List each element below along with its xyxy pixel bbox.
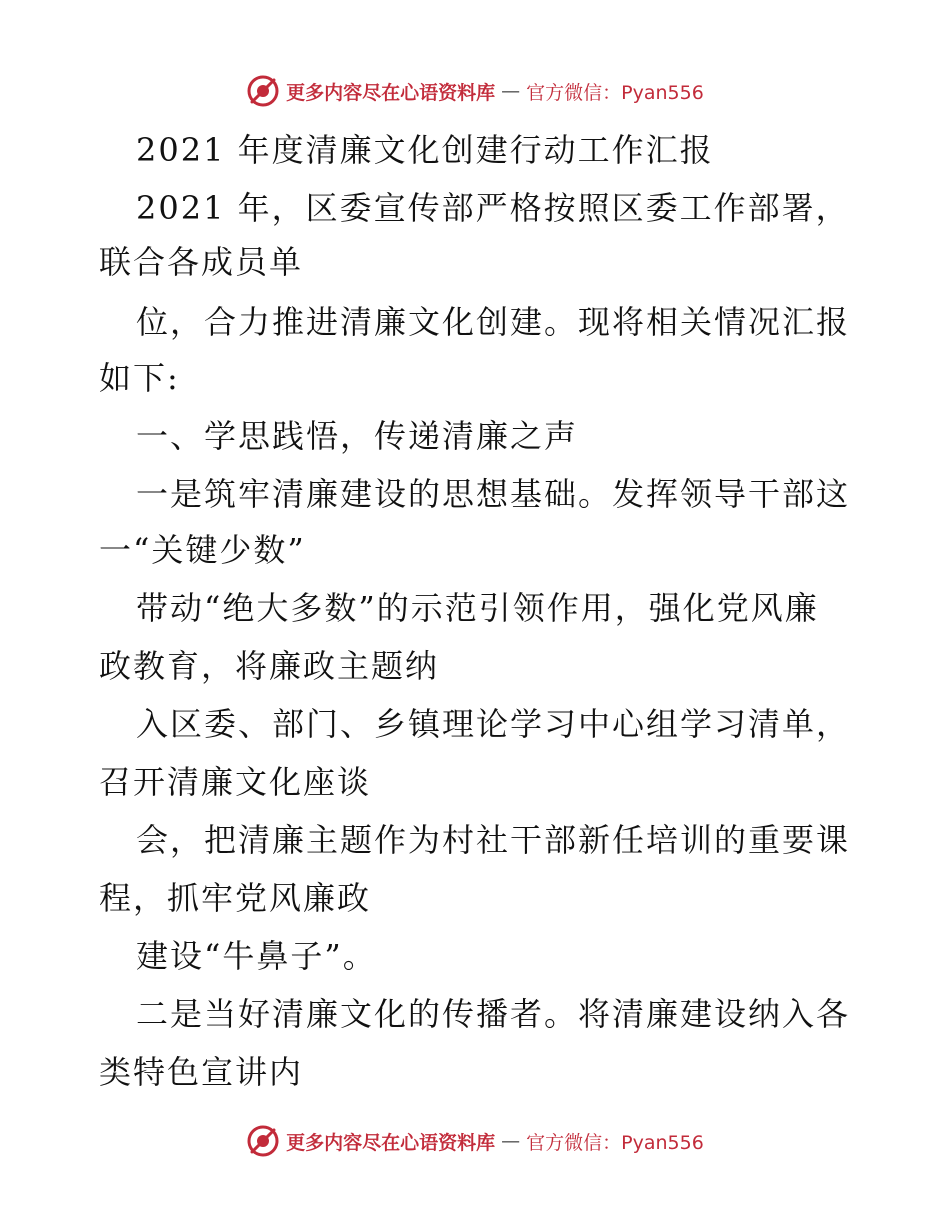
paragraph-line: 2021 年，区委宣传部严格按照区委工作部署，: [136, 189, 850, 227]
paragraph-line: 带动“绝大多数”的示范引领作用，强化党风廉: [136, 589, 819, 627]
paragraph-line: 入区委、部门、乡镇理论学习中心组学习清单，: [136, 705, 851, 743]
brand-separator: —: [501, 1130, 521, 1152]
paragraph-line: 会，把清廉主题作为村社干部新任培训的重要课: [136, 821, 851, 859]
paragraph-line: 一“关键少数”: [99, 531, 306, 569]
brand-wechat: 官方微信：Pyan556: [526, 1131, 704, 1154]
brand-text: 更多内容尽在心语资料库: [286, 1131, 496, 1154]
document-title: 2021 年度清廉文化创建行动工作汇报: [136, 131, 714, 169]
footer-watermark: [0, 1121, 950, 1161]
brand-logo-icon: [246, 74, 280, 108]
brand-separator: —: [501, 80, 521, 102]
paragraph-line: 类特色宣讲内: [99, 1053, 304, 1091]
brand-logo-icon: [246, 1124, 280, 1158]
paragraph-line: 二是当好清廉文化的传播者。将清廉建设纳入各: [136, 995, 851, 1033]
paragraph-line: 建设“牛鼻子”。: [136, 937, 377, 975]
paragraph-line: 联合各成员单: [99, 243, 304, 281]
brand-text: 更多内容尽在心语资料库: [286, 81, 496, 104]
paragraph-line: 如下:: [99, 359, 180, 397]
paragraph-line: 位，合力推进清廉文化创建。现将相关情况汇报: [136, 303, 851, 341]
brand-wechat: 官方微信：Pyan556: [526, 81, 704, 104]
header-watermark: [0, 71, 950, 111]
paragraph-line: 召开清廉文化座谈: [99, 763, 372, 801]
paragraph-line: 一是筑牢清廉建设的思想基础。发挥领导干部这: [136, 475, 851, 513]
section-heading: 一、学思践悟，传递清廉之声: [136, 417, 579, 455]
paragraph-line: 政教育，将廉政主题纳: [99, 647, 440, 685]
paragraph-line: 程，抓牢党风廉政: [99, 879, 372, 917]
